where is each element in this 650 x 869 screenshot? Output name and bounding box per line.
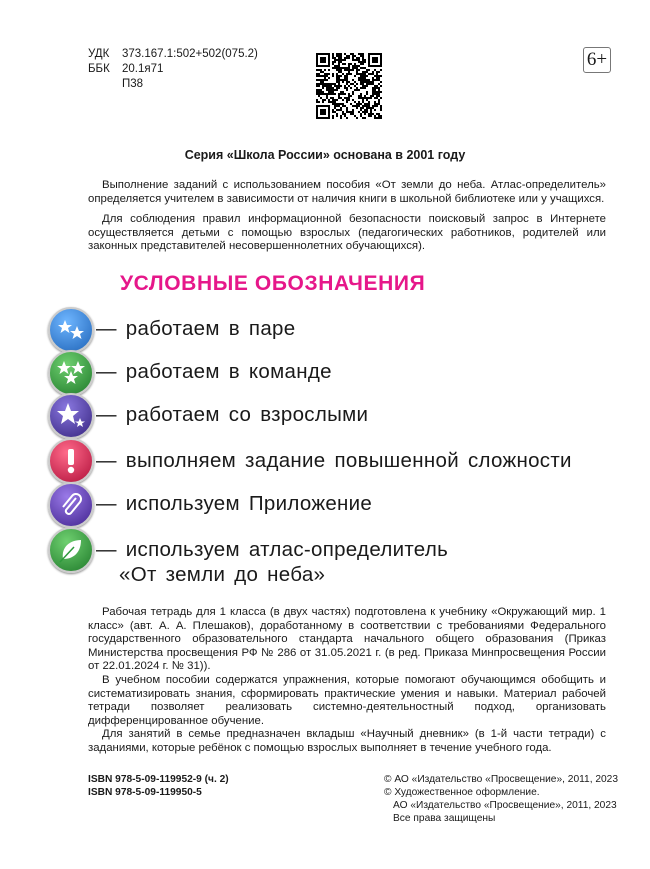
- legend-item: — выполняем задание повышенной сложности: [96, 449, 572, 472]
- catalog-info: [88, 47, 258, 92]
- udk-value: 373.167.1:502+502(075.2): [122, 48, 258, 60]
- copyright-line: АО «Издательство «Просвещение», 2011, 2023: [393, 800, 617, 811]
- legend-title: УСЛОВНЫЕ ОБОЗНАЧЕНИЯ: [120, 272, 426, 295]
- body-text: [88, 606, 606, 756]
- udk-label: УДК: [88, 48, 110, 60]
- paperclip-icon: [48, 482, 94, 528]
- exclamation-icon: [48, 438, 94, 484]
- isbn-set: ISBN 978-5-09-119950-5: [88, 787, 202, 798]
- age-rating-badge: 6+: [583, 47, 611, 73]
- bbk-label: ББК: [88, 63, 110, 75]
- body-paragraph: Рабочая тетрадь для 1 класса (в двух частях) подготовлена к учебнику «Окружающий мир. 1 класс» (авт. А. А. Плешаков), доработанному в соответствии с требованиями Федерального государственного образовательного стандарта начального общего образования (Приказ Министерства просвещения РФ № 286 от 31.05.2021 г. (в ред. Приказа Минпросвещения России от 22.01.2024 г. № 31)).: [88, 606, 606, 673]
- bbk-value: 20.1я71: [122, 63, 164, 75]
- copyright-line: Все права защищены: [393, 813, 496, 824]
- legend-item-text-continued: «От земли до неба»: [119, 563, 326, 586]
- legend-item: [96, 537, 448, 587]
- intro-paragraph: Для соблюдения правил информационной безопасности поисковый запрос в Интернете осуществляется детьми с помощью взрослых (педагогических работников, родителей или законных представителей несовершеннолетних обучающихся).: [88, 213, 606, 253]
- legend-item: — работаем в паре: [96, 317, 296, 340]
- legend-item: — работаем со взрослыми: [96, 403, 369, 426]
- legend-item: — используем Приложение: [96, 492, 373, 515]
- isbn-block: [88, 773, 229, 799]
- author-code: П38: [122, 78, 144, 90]
- series-title: Серия «Школа России» основана в 2001 году: [184, 148, 466, 162]
- legend-item-text: — используем атлас-определитель: [96, 538, 449, 561]
- intro-paragraph: Выполнение заданий с использованием пособия «От земли до неба. Атлас-определитель» определяется учителем в зависимости от наличия книги в школьной библиотеке или у учащихся.: [88, 179, 606, 205]
- two-stars-icon: [48, 307, 94, 353]
- body-paragraph: В учебном пособии содержатся упражнения, которые помогают обучающимся обобщить и систематизировать знания, сформировать практические умения и навыки. Материал рабочей тетради позволяет реализовать системно-деятельностный подход, организовать дифференцированное обучение.: [88, 673, 606, 727]
- isbn-part2: ISBN 978-5-09-119952-9 (ч. 2): [88, 774, 229, 785]
- qr-code: [316, 53, 382, 119]
- legend-item: — работаем в команде: [96, 360, 332, 383]
- three-stars-icon: [48, 350, 94, 396]
- copyright-line: © АО «Издательство «Просвещение», 2011, 2023: [384, 774, 619, 785]
- copyright-line: © Художественное оформление.: [384, 787, 540, 798]
- body-paragraph: Для занятий в семье предназначен вкладыш «Научный дневник» (в 1-й части тетради) с заданиями, которые ребёнок с помощью взрослых выполняет в течение учебного года.: [88, 728, 606, 754]
- intro-text: [88, 179, 606, 254]
- big-small-stars-icon: [48, 393, 94, 439]
- leaf-icon: [48, 527, 94, 573]
- copyright-block: [384, 773, 618, 825]
